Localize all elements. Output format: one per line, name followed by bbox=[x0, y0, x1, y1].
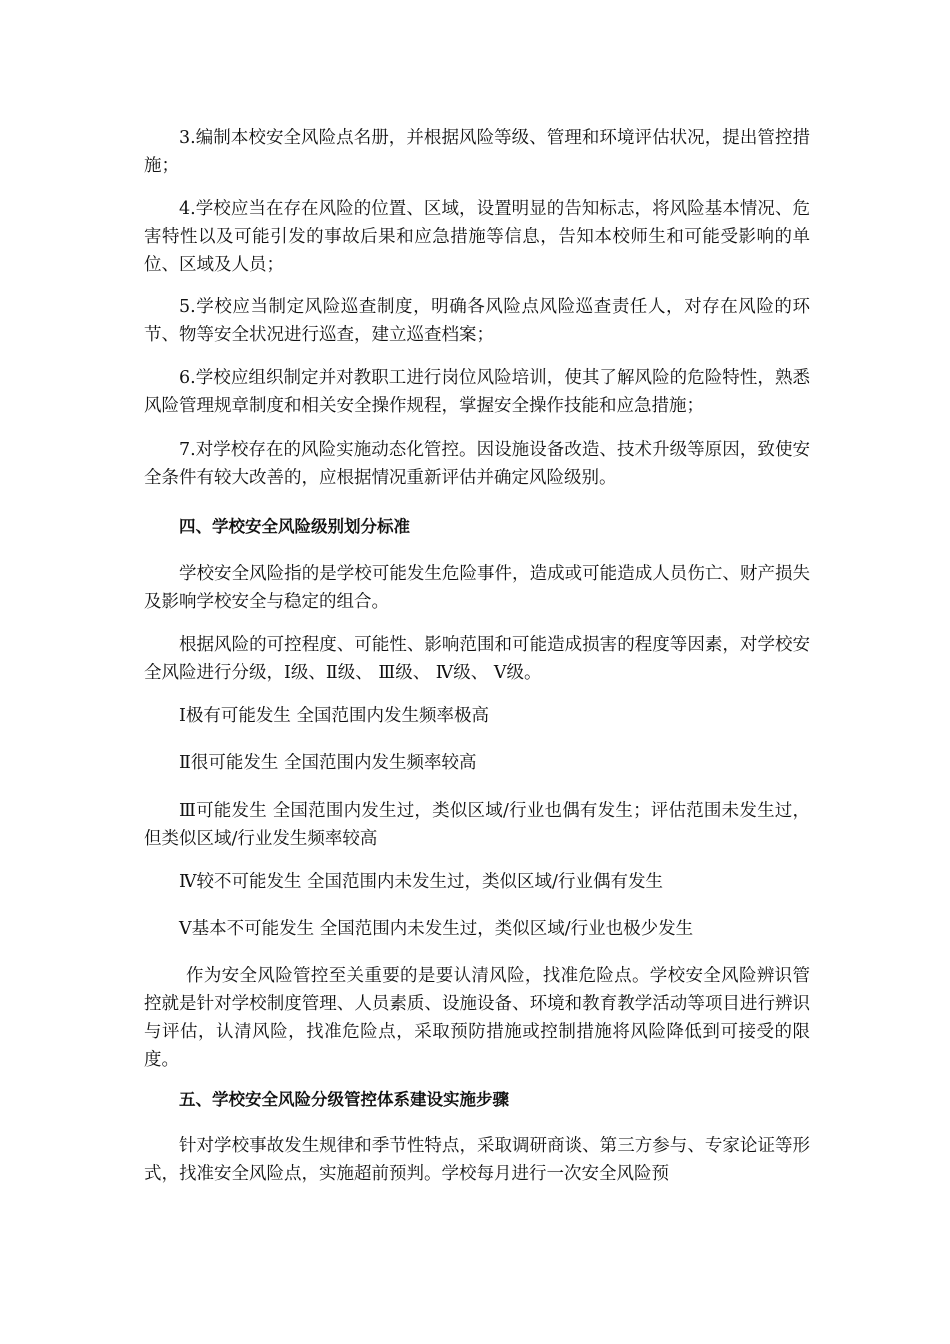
paragraph-item-3: 3.编制本校安全风险点名册，并根据风险等级、管理和环境评估状况，提出管控措施； bbox=[144, 128, 810, 176]
section-heading-5: 五、学校安全风险分级管控体系建设实施步骤 bbox=[179, 1090, 509, 1109]
paragraph-item-6: 6.学校应组织制定并对教职工进行岗位风险培训，使其了解风险的危险特性，熟悉风险管理规章制度和相关安全操作规程，掌握安全操作技能和应急措施； bbox=[144, 368, 810, 416]
paragraph-risk-definition: 学校安全风险指的是学校可能发生危险事件，造成或可能造成人员伤亡、财产损失及影响学校安全与稳定的组合。 bbox=[144, 564, 810, 612]
section-heading-4: 四、学校安全风险级别划分标准 bbox=[179, 517, 410, 536]
paragraph-item-5: 5.学校应当制定风险巡查制度，明确各风险点风险巡查责任人，对存在风险的环节、物等安全状况进行巡查，建立巡查档案； bbox=[144, 297, 810, 345]
paragraph-risk-grading: 根据风险的可控程度、可能性、影响范围和可能造成损害的程度等因素，对学校安全风险进行分级，Ⅰ级、Ⅱ级、 Ⅲ级、 Ⅳ级、 Ⅴ级。 bbox=[144, 635, 810, 683]
risk-level-3: Ⅲ可能发生 全国范围内发生过，类似区域/行业也偶有发生；评估范围未发生过，但类似区域/行业发生频率较高 bbox=[144, 801, 810, 849]
paragraph-risk-identification: 作为安全风险管控至关重要的是要认清风险，找准危险点。学校安全风险辨识管控就是针对学校制度管理、人员素质、设施设备、环境和教育教学活动等项目进行辨识与评估，认清风险，找准危险点，采取预防措施或控制措施将风险降低到可接受的限度。 bbox=[144, 966, 810, 1070]
risk-level-1: Ⅰ极有可能发生 全国范围内发生频率极高 bbox=[179, 706, 489, 726]
paragraph-item-7: 7.对学校存在的风险实施动态化管控。因设施设备改造、技术升级等原因，致使安全条件有较大改善的，应根据情况重新评估并确定风险级别。 bbox=[144, 440, 810, 488]
risk-level-5: Ⅴ基本不可能发生 全国范围内未发生过，类似区域/行业也极少发生 bbox=[179, 919, 694, 939]
paragraph-item-4: 4.学校应当在存在风险的位置、区域，设置明显的告知标志，将风险基本情况、危害特性以及可能引发的事故后果和应急措施等信息，告知本校师生和可能受影响的单位、区域及人员； bbox=[144, 199, 810, 275]
paragraph-implementation: 针对学校事故发生规律和季节性特点，采取调研商谈、第三方参与、专家论证等形式，找准安全风险点，实施超前预判。学校每月进行一次安全风险预 bbox=[144, 1136, 810, 1184]
risk-level-4: Ⅳ较不可能发生 全国范围内未发生过，类似区域/行业偶有发生 bbox=[179, 872, 663, 892]
risk-level-2: Ⅱ很可能发生 全国范围内发生频率较高 bbox=[179, 753, 477, 773]
